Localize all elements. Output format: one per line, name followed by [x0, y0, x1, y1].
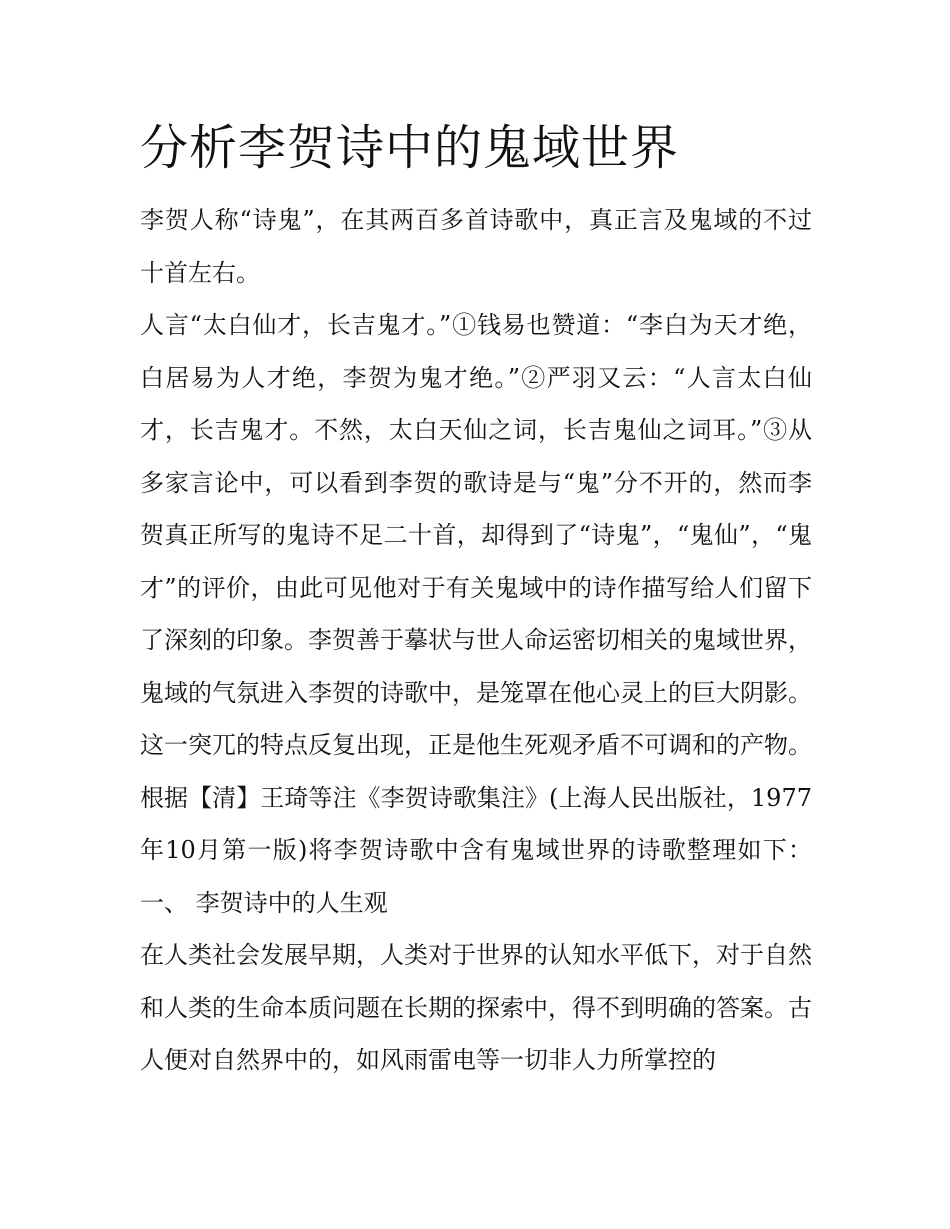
document-title: 分析李贺诗中的鬼域世界	[140, 120, 680, 176]
paragraph-source: 根据【清】王琦等注《李贺诗歌集注》(上海人民出版社，1977年10月第一版)将李贺诗歌中含有鬼域世界的诗歌整理如下： 一、 李贺诗中的人生观	[140, 783, 812, 917]
document-page	[140, 112, 812, 1087]
paragraph-worldview: 在人类社会发展早期，人类对于世界的认知水平低下，对于自然和人类的生命本质问题在长期的探索中，得不到明确的答案。古人便对自然界中的，如风雨雷电等一切非人力所掌控的	[140, 941, 812, 1074]
paragraph-intro: 李贺人称“诗鬼”，在其两百多首诗歌中，真正言及鬼域的不过十首左右。	[140, 206, 812, 287]
paragraph-critics: 人言“太白仙才，长吉鬼才。”①钱易也赞道：“李白为天才绝，白居易为人才绝，李贺为鬼才绝。”②严羽又云：“人言太白仙才，长吉鬼才。不然，太白天仙之词，长吉鬼仙之词耳。”③从多家言论中，可以看到李贺的歌诗是与“鬼”分不开的，然而李贺真正所写的鬼诗不足二十首，却得到了“诗鬼”，“鬼仙”，“鬼才”的评价，由此可见他对于有关鬼域中的诗作描写给人们留下了深刻的印象。李贺善于摹状与世人命运密切相关的鬼域世界，鬼域的气氛进入李贺的诗歌中，是笼罩在他心灵上的巨大阴影。这一突兀的特点反复出现，正是他生死观矛盾不可调和的产物。	[140, 311, 812, 759]
